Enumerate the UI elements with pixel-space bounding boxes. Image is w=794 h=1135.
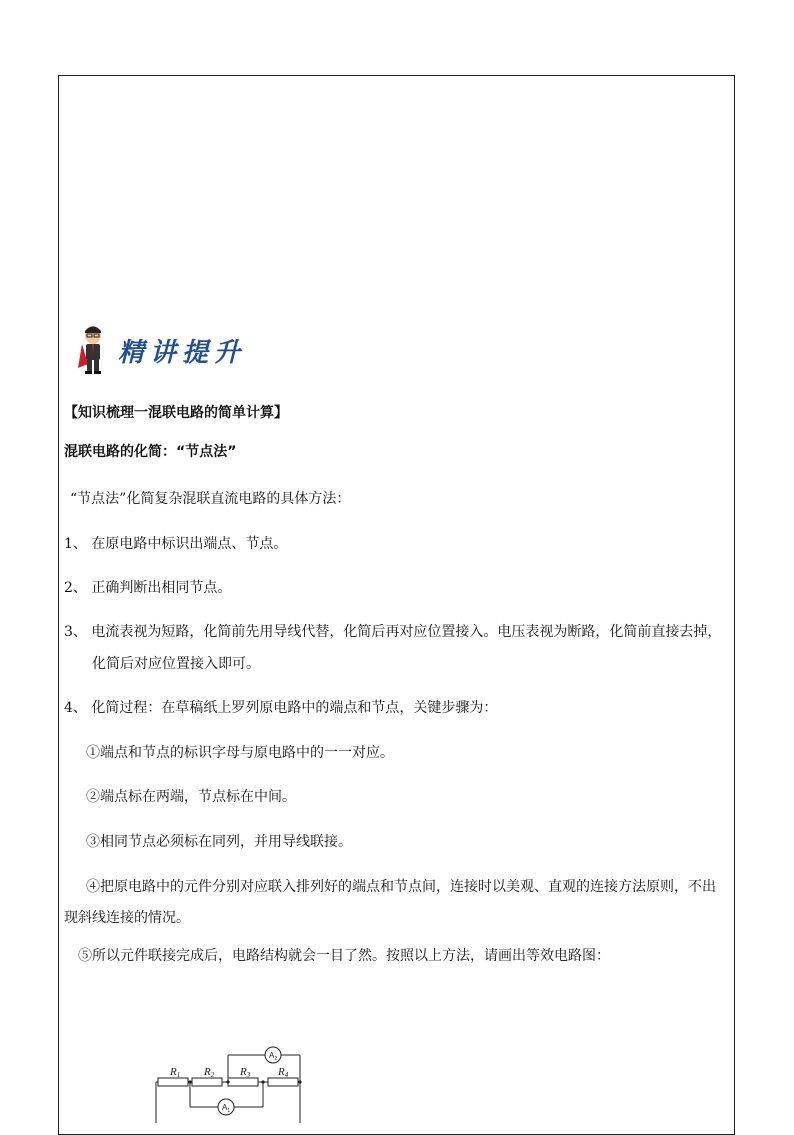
substep-2: ②端点标在两端，节点标在中间。 (86, 789, 296, 805)
content-frame (58, 75, 735, 1135)
substep-4: ④把原电路中的元件分别对应联入排列好的端点和节点间，连接时以美观、直观的连接方法原则，不出 (86, 879, 716, 895)
label-r4: R4 (278, 1066, 289, 1079)
substep-3: ③相同节点必须标在同列，并用导线联接。 (86, 834, 352, 850)
substep-4-continued: 现斜线连接的情况。 (64, 910, 190, 926)
teacher-mascot-icon (76, 324, 110, 376)
junction-dot (188, 1080, 191, 1083)
intro-text: “节点法”化简复杂混联直流电路的具体方法： (70, 491, 351, 507)
junction-dot (226, 1080, 229, 1083)
label-a1: $A_1$ (222, 1103, 231, 1114)
header-title: 精讲提升 (118, 337, 247, 368)
step-3-continued: 化简后对应位置接入即可。 (92, 656, 260, 672)
circuit-diagram (148, 1040, 308, 1123)
step-4: 4、 化简过程：在草稿纸上罗列原电路中的端点和节点，关键步骤为： (64, 700, 498, 716)
substep-5: ⑤所以元件联接完成后，电路结构就会一目了然。按照以上方法，请画出等效电路图： (78, 948, 610, 964)
section-header (76, 322, 246, 378)
step-1: 1、 在原电路中标识出端点、节点。 (64, 536, 288, 552)
junction-dot (298, 1080, 301, 1083)
step-2: 2、 正确判断出相同节点。 (64, 580, 232, 596)
label-r1: R1 (170, 1066, 181, 1079)
resistor-r1 (158, 1078, 188, 1086)
section-title: 【知识梳理一混联电路的简单计算】 (64, 405, 288, 421)
label-r3: R3 (240, 1066, 251, 1079)
subtitle: 混联电路的化简：“节点法” (64, 444, 237, 460)
label-r2: R2 (204, 1066, 215, 1079)
junction-dot (261, 1080, 264, 1083)
label-a2: $A_2$ (269, 1051, 278, 1062)
substep-1: ①端点和节点的标识字母与原电路中的一一对应。 (86, 745, 394, 761)
resistor-r4 (268, 1078, 298, 1086)
resistor-r2 (192, 1078, 222, 1086)
step-3: 3、 电流表视为短路，化简前先用导线代替，化简后再对应位置接入。电压表视为断路，化简前直接去掉， (64, 624, 722, 640)
resistor-r3 (228, 1078, 258, 1086)
